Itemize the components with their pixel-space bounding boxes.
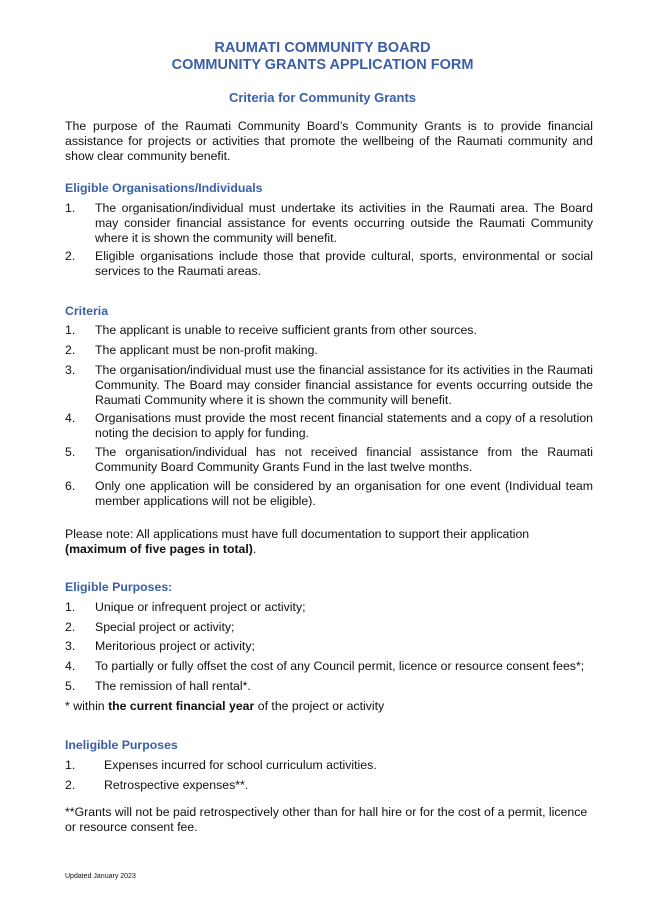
updated-footer: Updated January 2023 (65, 873, 136, 880)
footnote-suffix: of the project or activity (254, 699, 385, 713)
document-title (0, 40, 645, 74)
item-text: Organisations must provide the most recent financial statements and a copy of a resolution noting the decision to apply for funding. (95, 411, 593, 440)
item-text: Only one application will be considered by an organisation for one event (Individual team member applications will not be eligible). (95, 479, 593, 508)
item-text: Expenses incurred for school curriculum activities. (104, 758, 377, 772)
item-text: Special project or activity; (95, 620, 235, 634)
item-number: 1. (65, 201, 76, 215)
intro-paragraph: The purpose of the Raumati Community Board’s Community Grants is to provide financial assistance for projects or activities that promote the wellbeing of the Raumati community and show clear community benefit. (65, 119, 593, 163)
title-line-1: RAUMATI COMMUNITY BOARD (214, 40, 431, 56)
item-text: The organisation/individual has not received financial assistance from the Raumati Community Board Community Grants Fund in the last twelve months. (95, 445, 593, 474)
item-text: To partially or fully offset the cost of any Council permit, licence or resource consent fees*; (95, 659, 585, 673)
ineligible-purposes-footnote: **Grants will not be paid retrospectively other than for hall hire or for the cost of a permit, licence or resource consent fee. (65, 805, 588, 834)
item-text: Retrospective expenses**. (104, 778, 249, 792)
footnote-prefix: * within (65, 699, 109, 713)
eligible-purposes-footnote (65, 699, 593, 714)
item-number: 4. (65, 411, 76, 425)
document-subtitle: Criteria for Community Grants (228, 90, 417, 105)
note-prefix: Please note: All applications must have full documentation to support their application (65, 527, 530, 541)
item-number: 1. (65, 758, 76, 772)
ineligible-purposes-heading: Ineligible Purposes (65, 738, 178, 752)
eligible-purposes-heading: Eligible Purposes: (65, 580, 173, 594)
note-paragraph (65, 527, 593, 557)
item-number: 2. (65, 343, 76, 357)
item-number: 2. (65, 249, 76, 263)
item-text: Meritorious project or activity; (95, 639, 255, 653)
item-number: 3. (65, 639, 76, 653)
eligible-orgs-heading: Eligible Organisations/Individuals (65, 181, 263, 195)
item-text: The remission of hall rental*. (95, 679, 251, 693)
item-number: 5. (65, 679, 76, 693)
criteria-heading: Criteria (65, 304, 109, 318)
item-number: 2. (65, 778, 76, 792)
footnote-bold: the current financial year (108, 699, 255, 713)
note-suffix: . (252, 542, 257, 556)
item-number: 1. (65, 323, 76, 337)
item-number: 2. (65, 620, 76, 634)
item-text: Eligible organisations include those that provide cultural, sports, environmental or social services to the Raumati areas. (95, 249, 593, 278)
note-bold: (maximum of five pages in total) (65, 542, 253, 556)
item-number: 3. (65, 363, 76, 377)
item-text: The organisation/individual must use the financial assistance for its activities in the Raumati Community. The Board may consider financial assistance for events occurring outside the Raumati Community where it is shown the community will benefit. (95, 363, 593, 407)
item-text: The organisation/individual must undertake its activities in the Raumati area. The Board may consider financial assistance for events occurring outside the Raumati Community where it is shown the community will benefit. (95, 201, 593, 245)
item-number: 1. (65, 600, 76, 614)
item-text: The applicant is unable to receive sufficient grants from other sources. (95, 323, 477, 337)
item-text: Unique or infrequent project or activity; (95, 600, 306, 614)
title-line-2: COMMUNITY GRANTS APPLICATION FORM (171, 57, 474, 73)
item-number: 6. (65, 479, 76, 493)
item-number: 5. (65, 445, 76, 459)
item-number: 4. (65, 659, 76, 673)
item-text: The applicant must be non-profit making. (95, 343, 318, 357)
